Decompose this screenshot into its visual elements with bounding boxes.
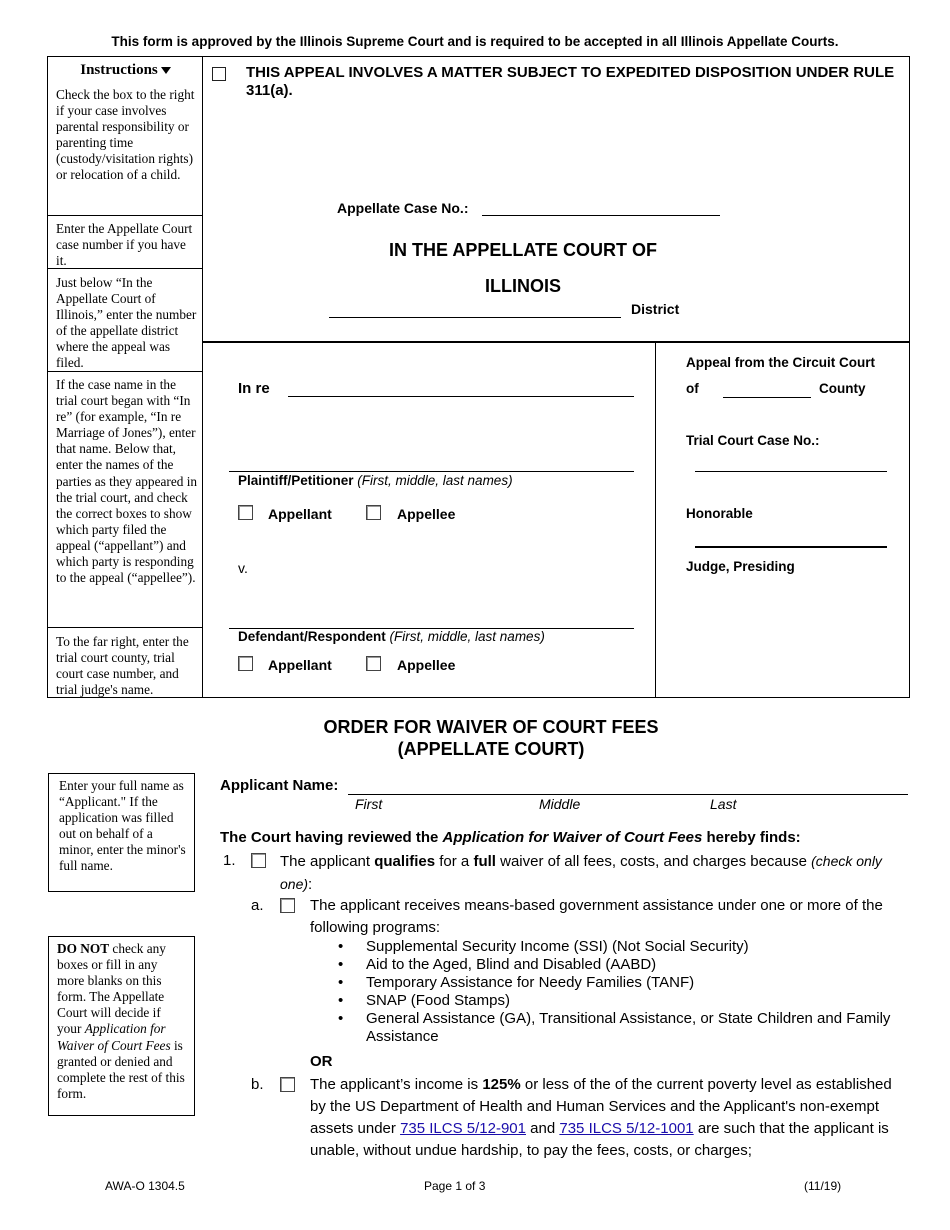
first-name-caption: First <box>355 796 383 812</box>
appellate-case-no-field[interactable] <box>482 215 720 216</box>
expedited-label: THIS APPEAL INVOLVES A MATTER SUBJECT TO EXPEDITED DISPOSITION UNDER RULE 311(a). <box>246 64 895 99</box>
plaintiff-appellant-label: Appellant <box>268 506 332 522</box>
judge-presiding-label: Judge, Presiding <box>686 559 795 574</box>
honorable-label: Honorable <box>686 506 753 521</box>
item1-text-b: for a <box>435 853 474 870</box>
order-subtitle: (APPELLATE COURT) <box>397 739 585 759</box>
appellate-case-no-label: Appellate Case No.: <box>337 200 469 216</box>
caret-down-icon <box>161 67 171 74</box>
trial-case-no-label: Trial Court Case No.: <box>686 433 820 448</box>
county-label: County <box>819 381 866 396</box>
item1-text-a: The applicant <box>280 853 375 870</box>
judge-name-field[interactable] <box>695 546 887 548</box>
plaintiff-caption <box>238 473 513 488</box>
item1-text-d: : <box>308 876 313 893</box>
program-ga: • General Assistance (GA), Transitional Assistance, or State Children and Family Assistance <box>338 1010 898 1046</box>
item-b-letter: b. <box>251 1076 264 1093</box>
instructions-heading[interactable] <box>48 62 203 79</box>
order-title: ORDER FOR WAIVER OF COURT FEES <box>323 717 659 737</box>
expedited-checkbox[interactable] <box>212 67 226 81</box>
item-b-text-a: The applicant’s income is <box>310 1076 483 1093</box>
program-tanf: • Temporary Assistance for Needy Families (TANF) <box>338 974 898 992</box>
program-aabd: • Aid to the Aged, Blind and Disabled (AABD) <box>338 956 898 974</box>
applicant-name-label: Applicant Name: <box>220 777 339 794</box>
program-snap: • SNAP (Food Stamps) <box>338 992 898 1010</box>
plaintiff-appellee-label: Appellee <box>397 506 456 522</box>
district-field[interactable] <box>329 317 621 318</box>
circuit-divider <box>655 341 656 698</box>
instruction-district: Just below “In the Appellate Court of Illinois,” enter the number of the appellate district where the appeal was filed. <box>56 275 197 371</box>
item-b-and: and <box>526 1120 560 1137</box>
ilcs-12-1001-link[interactable]: 735 ILCS 5/12-1001 <box>559 1120 694 1137</box>
program-list <box>338 938 898 1046</box>
defendant-appellee-checkbox[interactable] <box>366 656 381 671</box>
trial-case-no-field[interactable] <box>695 471 887 472</box>
item-b-text-b: or less of the of the current poverty level as established by the US Department of Health and Human Services and the Applicant's non-exempt assets under <box>310 1076 892 1137</box>
item1-text <box>280 850 900 896</box>
item-b-percent: 125% <box>482 1076 521 1093</box>
last-name-caption: Last <box>710 796 737 812</box>
in-re-field[interactable] <box>288 396 634 397</box>
item-a-text: The applicant receives means-based government assistance under one or more of the following programs: <box>310 897 883 936</box>
court-title-line1: IN THE APPELLATE COURT OF <box>389 240 657 260</box>
instruction-expedited: Check the box to the right if your case involves parental responsibility or parenting time (custody/visitation rights) or relocation of a child. <box>56 87 195 183</box>
court-title-line2: ILLINOIS <box>485 276 561 296</box>
plaintiff-name-field[interactable] <box>229 471 634 472</box>
defendant-label: Defendant/Respondent <box>238 629 386 644</box>
header-rule <box>202 341 910 343</box>
item1-checkbox[interactable] <box>251 853 266 868</box>
defendant-appellant-checkbox[interactable] <box>238 656 253 671</box>
findings-intro-a: The Court having reviewed the <box>220 829 443 846</box>
appeal-from-label: Appeal from the Circuit Court <box>686 355 876 370</box>
instruction-case-name: If the case name in the trial court began with “In re” (for example, “In re Marriage of Jones”), enter that name. Below that, enter the names of the parties as they appeared in the trial court, and check the correct boxes to show which party filed the appeal (“appellant”) and which party is responding to the appeal (“appellee”). <box>56 377 198 586</box>
instructions-divider <box>202 56 203 698</box>
program-ssi: • Supplemental Security Income (SSI) (Not Social Security) <box>338 938 898 956</box>
defendant-appellee-label: Appellee <box>397 657 456 673</box>
do-not-note <box>48 936 195 1116</box>
plaintiff-label: Plaintiff/Petitioner <box>238 473 354 488</box>
item-b-text-c: are such that the applicant is unable, without undue hardship, to pay the fees, costs, or charges; <box>310 1120 889 1159</box>
page-number: Page 1 of 3 <box>424 1179 486 1193</box>
item1-full: full <box>473 853 496 870</box>
middle-name-caption: Middle <box>539 796 581 812</box>
item-b-text <box>310 1074 910 1162</box>
plaintiff-hint: (First, middle, last names) <box>357 473 513 488</box>
applicant-name-field[interactable] <box>348 794 908 795</box>
findings-intro <box>220 829 801 846</box>
defendant-hint: (First, middle, last names) <box>389 629 545 644</box>
instruction-case-number: Enter the Appellate Court case number if you have it. <box>56 221 193 269</box>
findings-intro-title: Application for Waiver of Court Fees <box>442 829 703 846</box>
or-label: OR <box>310 1053 333 1070</box>
item1-text-c: waiver of all fees, costs, and charges because <box>495 853 812 870</box>
approval-notice: This form is approved by the Illinois Supreme Court and is required to be accepted in all Illinois Appellate Courts. <box>111 34 839 49</box>
do-not-application-title: Application for Waiver of Court Fees <box>57 1021 171 1053</box>
in-re-label: In re <box>238 380 270 397</box>
defendant-appellant-label: Appellant <box>268 657 332 673</box>
instr-rule-1 <box>47 215 203 216</box>
versus-label: v. <box>238 560 248 576</box>
applicant-instruction-note: Enter your full name as “Applicant." If the application was filled out on behalf of a minor, enter the minor's full name. <box>48 773 195 892</box>
item-a-letter: a. <box>251 897 264 914</box>
ilcs-12-901-link[interactable]: 735 ILCS 5/12-901 <box>400 1120 526 1137</box>
form-date: (11/19) <box>804 1179 842 1193</box>
county-field[interactable] <box>723 397 811 398</box>
do-not-text-a: check any boxes or fill in any more blanks on this form. The Appellate Court will decide if your <box>57 941 166 1037</box>
do-not-text-b: is granted or denied and complete the rest of this form. <box>57 1037 185 1101</box>
findings-intro-b: hereby finds: <box>702 829 801 846</box>
district-label: District <box>631 301 680 317</box>
do-not-emphasis: DO NOT <box>57 941 110 956</box>
item1-number: 1. <box>223 852 236 869</box>
of-label: of <box>686 381 699 396</box>
instructions-heading-label: Instructions <box>80 62 158 78</box>
item1-check-hint: (check only one) <box>280 853 882 892</box>
defendant-caption <box>238 629 545 644</box>
instruction-trial-court: To the far right, enter the trial court county, trial court case number, and trial judge's name. <box>56 634 189 698</box>
instr-rule-4 <box>47 627 203 628</box>
form-id: AWA-O 1304.5 <box>105 1179 185 1193</box>
plaintiff-appellee-checkbox[interactable] <box>366 505 381 520</box>
item-b-checkbox[interactable] <box>280 1077 295 1092</box>
item1-qualifies: qualifies <box>374 853 436 870</box>
plaintiff-appellant-checkbox[interactable] <box>238 505 253 520</box>
item-a-checkbox[interactable] <box>280 898 295 913</box>
